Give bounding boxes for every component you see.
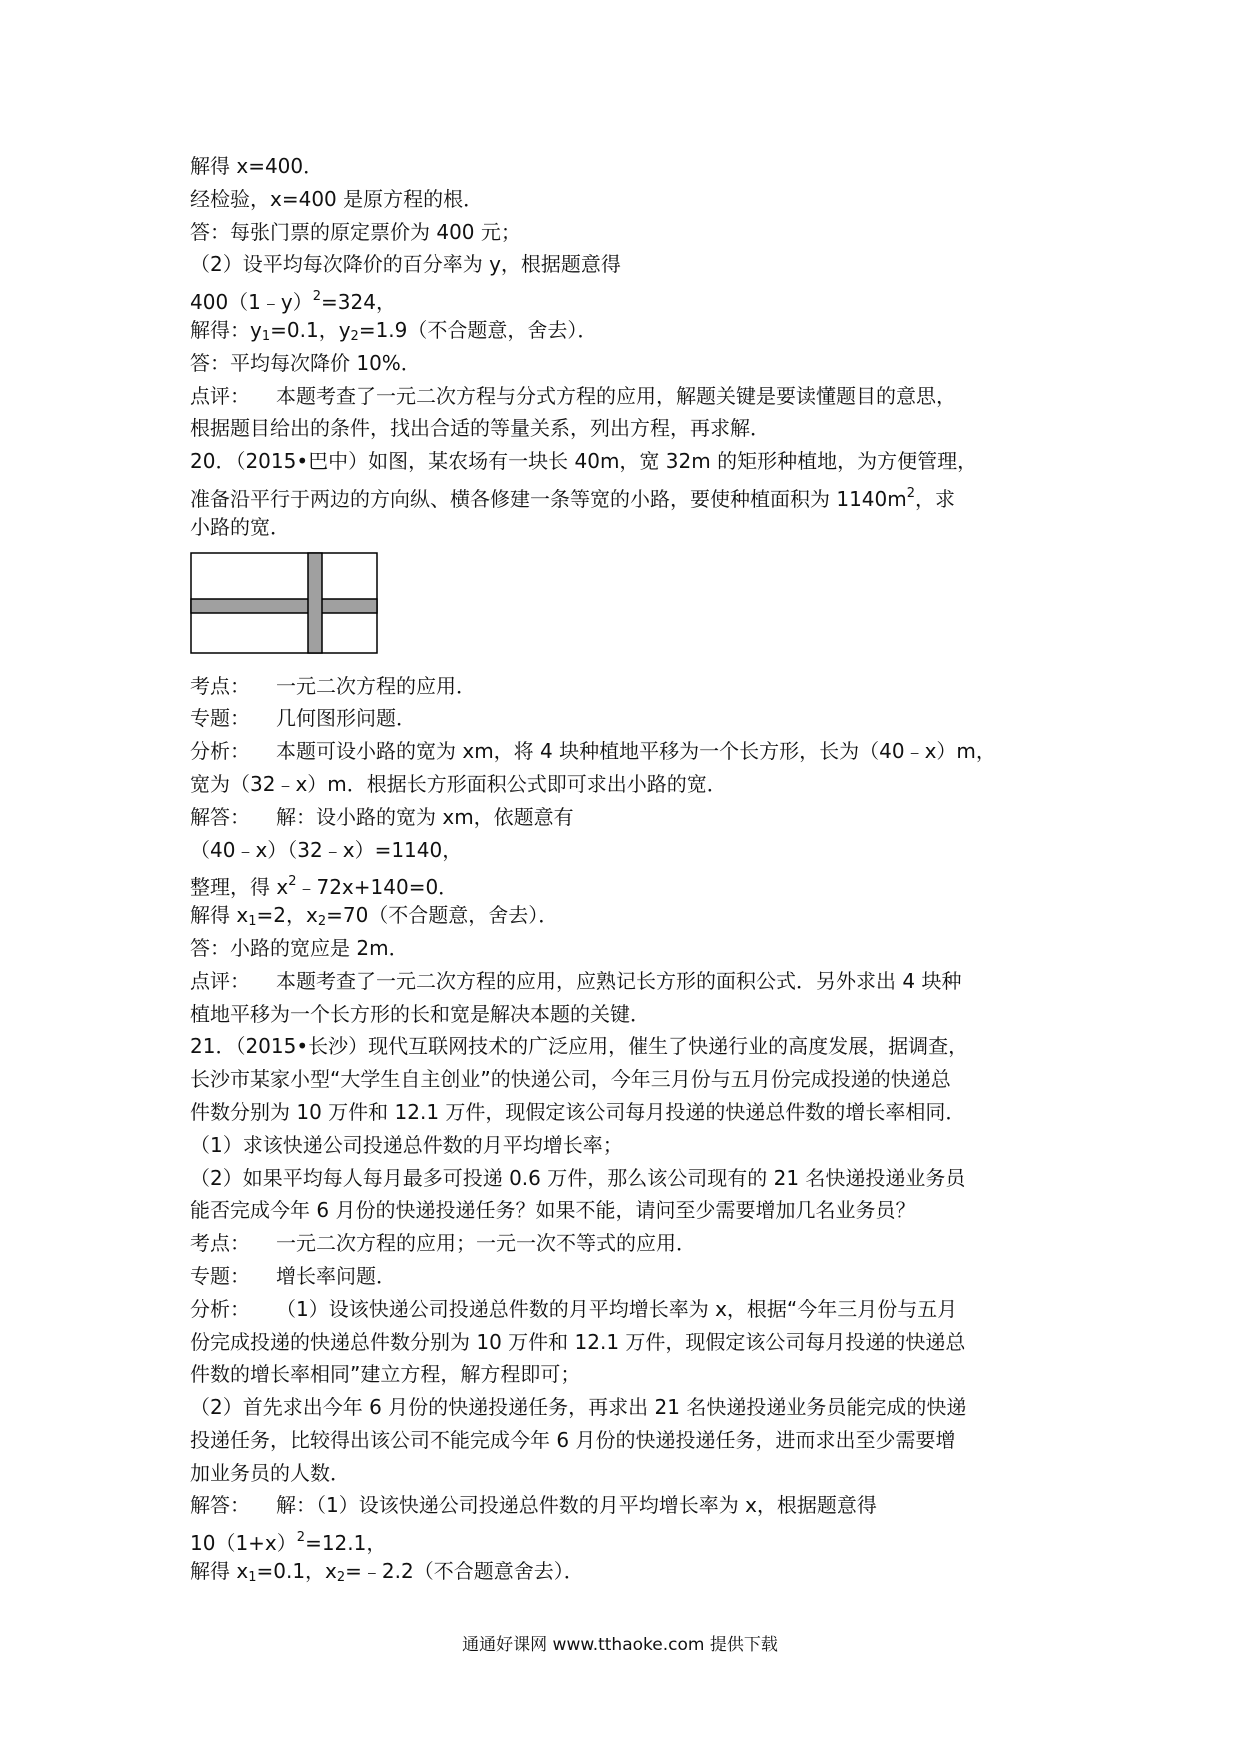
subscript: 2 [336,1570,346,1586]
superscript: 2 [296,1530,306,1546]
line-text: 宽为（32﹣x）m．根据长方形面积公式即可求出小路的宽． [190,771,727,796]
text-line [190,150,1070,183]
text-line [190,1293,1070,1326]
line-text: 本题可设小路的宽为 xm，将 4 块种植地平移为一个长方形，长为（40﹣x）m， [276,739,996,764]
line-text: 能否完成今年 6 月份的快递投递任务？如果不能，请问至少需要增加几名业务员？ [190,1198,916,1223]
text-line [190,1030,1070,1063]
line-text: =70（不合题意，舍去）． [326,903,559,928]
line-text: 解：设小路的宽为 xm，依题意有 [276,804,574,829]
text-line [190,1555,1070,1588]
subscript: 1 [248,914,257,930]
line-text: 增长率问题． [276,1263,396,1288]
superscript: 2 [312,289,322,305]
text-line [190,412,1070,445]
text-line [190,347,1070,380]
section-label: 点评： [190,968,250,993]
line-text: =0.1，y [270,317,351,342]
line-text: 20．（2015•巴中）如图，某农场有一块长 40m，宽 32m 的矩形种植地，为方便管理， [190,449,978,474]
text-line [190,1096,1070,1129]
text-line [190,702,1070,735]
line-text: （1）求该快递公司投递总件数的月平均增长率； [190,1132,623,1157]
superscript: 2 [906,485,916,501]
subscript: 1 [261,328,271,344]
text-line [190,1391,1070,1424]
line-text: ，求 [915,486,956,511]
text-line [190,314,1070,347]
text-line [190,735,1070,768]
line-text: （2）如果平均每人每月最多可投递 0.6 万件，那么该公司现有的 21 名快递投递业务员 [190,1165,966,1190]
page-footer: 通通好课网 www.tthaoke.com 提供下载 [462,1635,778,1655]
line-text: （40﹣x）（32﹣x）=1140， [190,837,463,862]
text-line [190,1326,1070,1359]
section-label: 专题： [190,1263,250,1288]
line-text: 解：（1）设该快递公司投递总件数的月平均增长率为 x，根据题意得 [276,1493,877,1518]
subscript: 2 [317,914,327,930]
subscript: 1 [248,1570,257,1586]
text-line [190,801,1070,834]
text-line [190,1424,1070,1457]
line-text: 21．（2015•长沙）现代互联网技术的广泛应用，催生了快递行业的高度发展，据调查， [190,1034,969,1059]
line-text: 答：小路的宽应是 2m． [190,935,409,960]
text-line [190,380,1070,413]
section-label: 解答： [190,1493,250,1518]
line-text: 本题考查了一元二次方程的应用，应熟记长方形的面积公式．另外求出 4 块种 [276,968,962,993]
text-line [190,1129,1070,1162]
line-text: =324， [321,290,396,315]
superscript: 2 [288,874,297,890]
text-line [190,478,1070,511]
line-text: 解得 x [190,1559,249,1584]
horizontal-path [191,599,377,613]
section-label: 分析： [190,739,250,764]
subscript: 2 [350,328,359,344]
line-text: 一元二次方程的应用；一元一次不等式的应用． [276,1231,696,1256]
text-line [190,1260,1070,1293]
line-text: ﹣72x+140=0． [296,875,459,900]
line-text: 根据题目给出的条件，找出合适的等量关系，列出方程，再求解． [190,416,770,441]
text-line [190,965,1070,998]
text-line [190,216,1070,249]
section-label: 分析： [190,1296,250,1321]
line-text: =﹣2.2（不合题意舍去）． [345,1559,584,1584]
line-text: 份完成投递的快递总件数分别为 10 万件和 12.1 万件，现假定该公司每月投递的快递总 [190,1329,966,1354]
text-line [190,445,1070,478]
text-line [190,1194,1070,1227]
text-line [190,281,1070,314]
line-text: 加业务员的人数． [190,1460,350,1485]
field-diagram [190,544,1070,670]
line-text: 本题考查了一元二次方程与分式方程的应用，解题关键是要读懂题目的意思， [276,383,956,408]
text-line [190,932,1070,965]
line-text: 经检验，x=400 是原方程的根． [190,186,484,211]
text-line [190,183,1070,216]
line-text: 答：平均每次降价 10%． [190,350,421,375]
text-line [190,1063,1070,1096]
line-text: 10（1+x） [190,1531,297,1556]
line-text: 整理，得 x [190,875,289,900]
section-label: 专题： [190,706,250,731]
line-text: 解得：y [190,317,262,342]
section-label: 点评： [190,383,250,408]
text-line [190,866,1070,899]
line-text: 一元二次方程的应用． [276,673,476,698]
text-line [190,248,1070,281]
line-text: 长沙市某家小型“大学生自主创业”的快递公司，今年三月份与五月份完成投递的快递总 [190,1067,951,1092]
line-text: 几何图形问题． [276,706,416,731]
line-text: 件数的增长率相同”建立方程，解方程即可； [190,1362,581,1387]
document-body [190,150,1070,1588]
line-text: （2）首先求出今年 6 月份的快递投递任务，再求出 21 名快递投递业务员能完成的快递 [190,1395,967,1420]
line-text: =1.9（不合题意，舍去）． [358,317,598,342]
text-line [190,511,1070,544]
text-line [190,670,1070,703]
line-text: 答：每张门票的原定票价为 400 元； [190,219,521,244]
line-text: 小路的宽． [190,514,290,539]
line-text: （1）设该快递公司投递总件数的月平均增长率为 x，根据“今年三月份与五月 [276,1296,958,1321]
line-text: 解得 x [190,903,249,928]
line-text: 解得 x=400． [190,154,324,178]
line-text: 准备沿平行于两边的方向纵、横各修建一条等宽的小路，要使种植面积为 1140m [190,486,907,511]
text-line [190,1489,1070,1522]
text-line [190,1457,1070,1490]
line-text: （2）设平均每次降价的百分率为 y，根据题意得 [190,252,621,277]
text-line [190,834,1070,867]
line-text: 植地平移为一个长方形的长和宽是解决本题的关键． [190,1001,650,1026]
rectangular-field-figure [190,552,380,657]
text-line [190,1358,1070,1391]
text-line [190,1522,1070,1555]
text-line [190,998,1070,1031]
line-text: =12.1， [305,1531,387,1556]
text-line [190,1227,1070,1260]
line-text: =0.1，x [256,1559,337,1584]
line-text: 400（1﹣y） [190,290,313,315]
text-line [190,1162,1070,1195]
section-label: 解答： [190,804,250,829]
line-text: 投递任务，比较得出该公司不能完成今年 6 月份的快递投递任务，进而求出至少需要增 [190,1427,956,1452]
text-line [190,899,1070,932]
section-label: 考点： [190,1231,250,1256]
text-line [190,768,1070,801]
section-label: 考点： [190,673,250,698]
line-text: =2，x [256,903,318,928]
line-text: 件数分别为 10 万件和 12.1 万件，现假定该公司每月投递的快递总件数的增长率相同． [190,1099,966,1124]
